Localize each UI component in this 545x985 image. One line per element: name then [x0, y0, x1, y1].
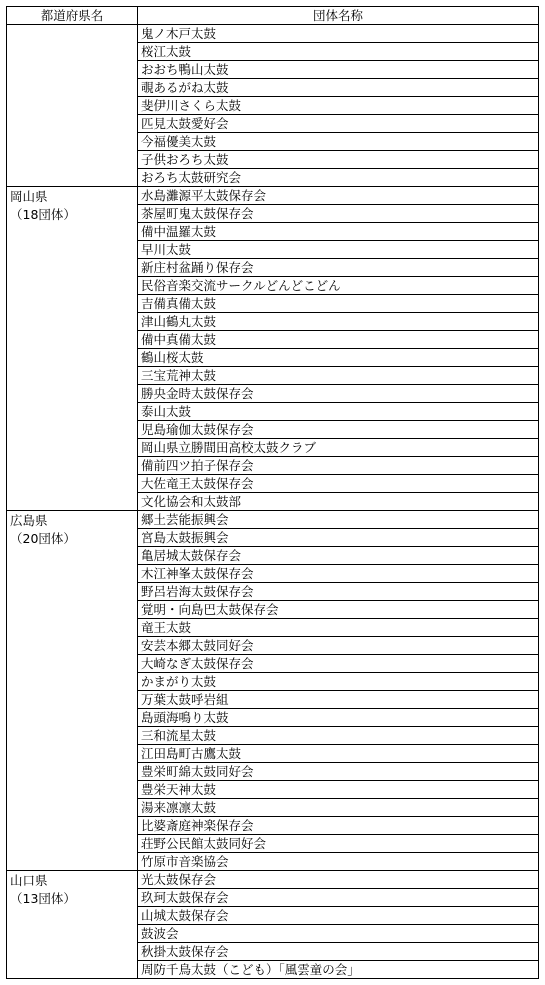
organization-name: 野呂岩海太鼓保存会 [138, 583, 539, 601]
organization-name: 岡山県立勝間田高校太鼓クラブ [138, 439, 539, 457]
organization-name: 亀居城太鼓保存会 [138, 547, 539, 565]
organization-name: 郷土芸能振興会 [138, 511, 539, 529]
prefecture-name: 岡山県 [10, 189, 48, 204]
organization-name: 竹原市音楽協会 [138, 853, 539, 871]
prefecture-cell [7, 187, 138, 511]
table-row [7, 871, 539, 889]
table-row [7, 511, 539, 529]
organization-name: 秋掛太鼓保存会 [138, 943, 539, 961]
organization-name: 竜王太鼓 [138, 619, 539, 637]
organization-name: 覗あるがね太鼓 [138, 79, 539, 97]
organization-name: 江田島町古鷹太鼓 [138, 745, 539, 763]
organization-name: 大佐竜王太鼓保存会 [138, 475, 539, 493]
organization-name: 文化協会和太鼓部 [138, 493, 539, 511]
organization-name: 三宝荒神太鼓 [138, 367, 539, 385]
organization-name: 児島瑜伽太鼓保存会 [138, 421, 539, 439]
organization-name: 斐伊川さくら太鼓 [138, 97, 539, 115]
prefecture-cell [7, 511, 138, 871]
organization-name: 新庄村盆踊り保存会 [138, 259, 539, 277]
table-row [7, 187, 539, 205]
organization-name: 島頭海鳴り太鼓 [138, 709, 539, 727]
organization-name: 鼓波会 [138, 925, 539, 943]
organization-name: 木江神峯太鼓保存会 [138, 565, 539, 583]
organization-name: 比婆斎庭神楽保存会 [138, 817, 539, 835]
prefecture-name: 広島県 [10, 513, 48, 528]
organization-name: 早川太鼓 [138, 241, 539, 259]
organization-name: かまがり太鼓 [138, 673, 539, 691]
organization-name: 宮島太鼓振興会 [138, 529, 539, 547]
organization-name: 周防千鳥太鼓（こども）「風雲童の会」 [138, 961, 539, 979]
prefecture-count: （18団体） [10, 207, 76, 222]
organization-name: 民俗音楽交流サークルどんどこどん [138, 277, 539, 295]
prefecture-count: （20団体） [10, 531, 76, 546]
organization-name: 鶴山桜太鼓 [138, 349, 539, 367]
organization-name: 豊栄町綿太鼓同好会 [138, 763, 539, 781]
organization-name: 水島灘源平太鼓保存会 [138, 187, 539, 205]
organization-name: 光太鼓保存会 [138, 871, 539, 889]
organization-name: 吉備真備太鼓 [138, 295, 539, 313]
organization-name: 泰山太鼓 [138, 403, 539, 421]
prefecture-cell [7, 25, 138, 187]
organization-name: 津山鶴丸太鼓 [138, 313, 539, 331]
header-row [7, 7, 539, 25]
prefecture-name: 山口県 [10, 873, 48, 888]
organization-name: 今福優美太鼓 [138, 133, 539, 151]
table-body [7, 25, 539, 979]
organization-name: 備中温羅太鼓 [138, 223, 539, 241]
table-row [7, 25, 539, 43]
organization-name: 備前四ツ拍子保存会 [138, 457, 539, 475]
organization-name: 三和流星太鼓 [138, 727, 539, 745]
organization-name: 玖珂太鼓保存会 [138, 889, 539, 907]
organization-name: 鬼ノ木戸太鼓 [138, 25, 539, 43]
organization-name: 豊栄天神太鼓 [138, 781, 539, 799]
prefecture-column-header: 都道府県名 [7, 7, 138, 25]
organization-name: おおち鴨山太鼓 [138, 61, 539, 79]
organization-name: 湯来凛凛太鼓 [138, 799, 539, 817]
organization-name: 桜江太鼓 [138, 43, 539, 61]
organization-name: 子供おろち太鼓 [138, 151, 539, 169]
organization-name: 匹見太鼓愛好会 [138, 115, 539, 133]
organization-name: おろち太鼓研究会 [138, 169, 539, 187]
organization-name: 山城太鼓保存会 [138, 907, 539, 925]
organization-name: 茶屋町鬼太鼓保存会 [138, 205, 539, 223]
organization-name: 勝央金時太鼓保存会 [138, 385, 539, 403]
prefecture-cell [7, 871, 138, 979]
organization-name: 大崎なぎ太鼓保存会 [138, 655, 539, 673]
organization-name: 万葉太鼓呼岩組 [138, 691, 539, 709]
organization-name: 荘野公民館太鼓同好会 [138, 835, 539, 853]
organization-name: 覚明・向島巴太鼓保存会 [138, 601, 539, 619]
organization-column-header: 団体名称 [138, 7, 539, 25]
prefecture-count: （13団体） [10, 891, 76, 906]
organization-table [6, 6, 539, 979]
organization-name: 安芸本郷太鼓同好会 [138, 637, 539, 655]
organization-name: 備中真備太鼓 [138, 331, 539, 349]
